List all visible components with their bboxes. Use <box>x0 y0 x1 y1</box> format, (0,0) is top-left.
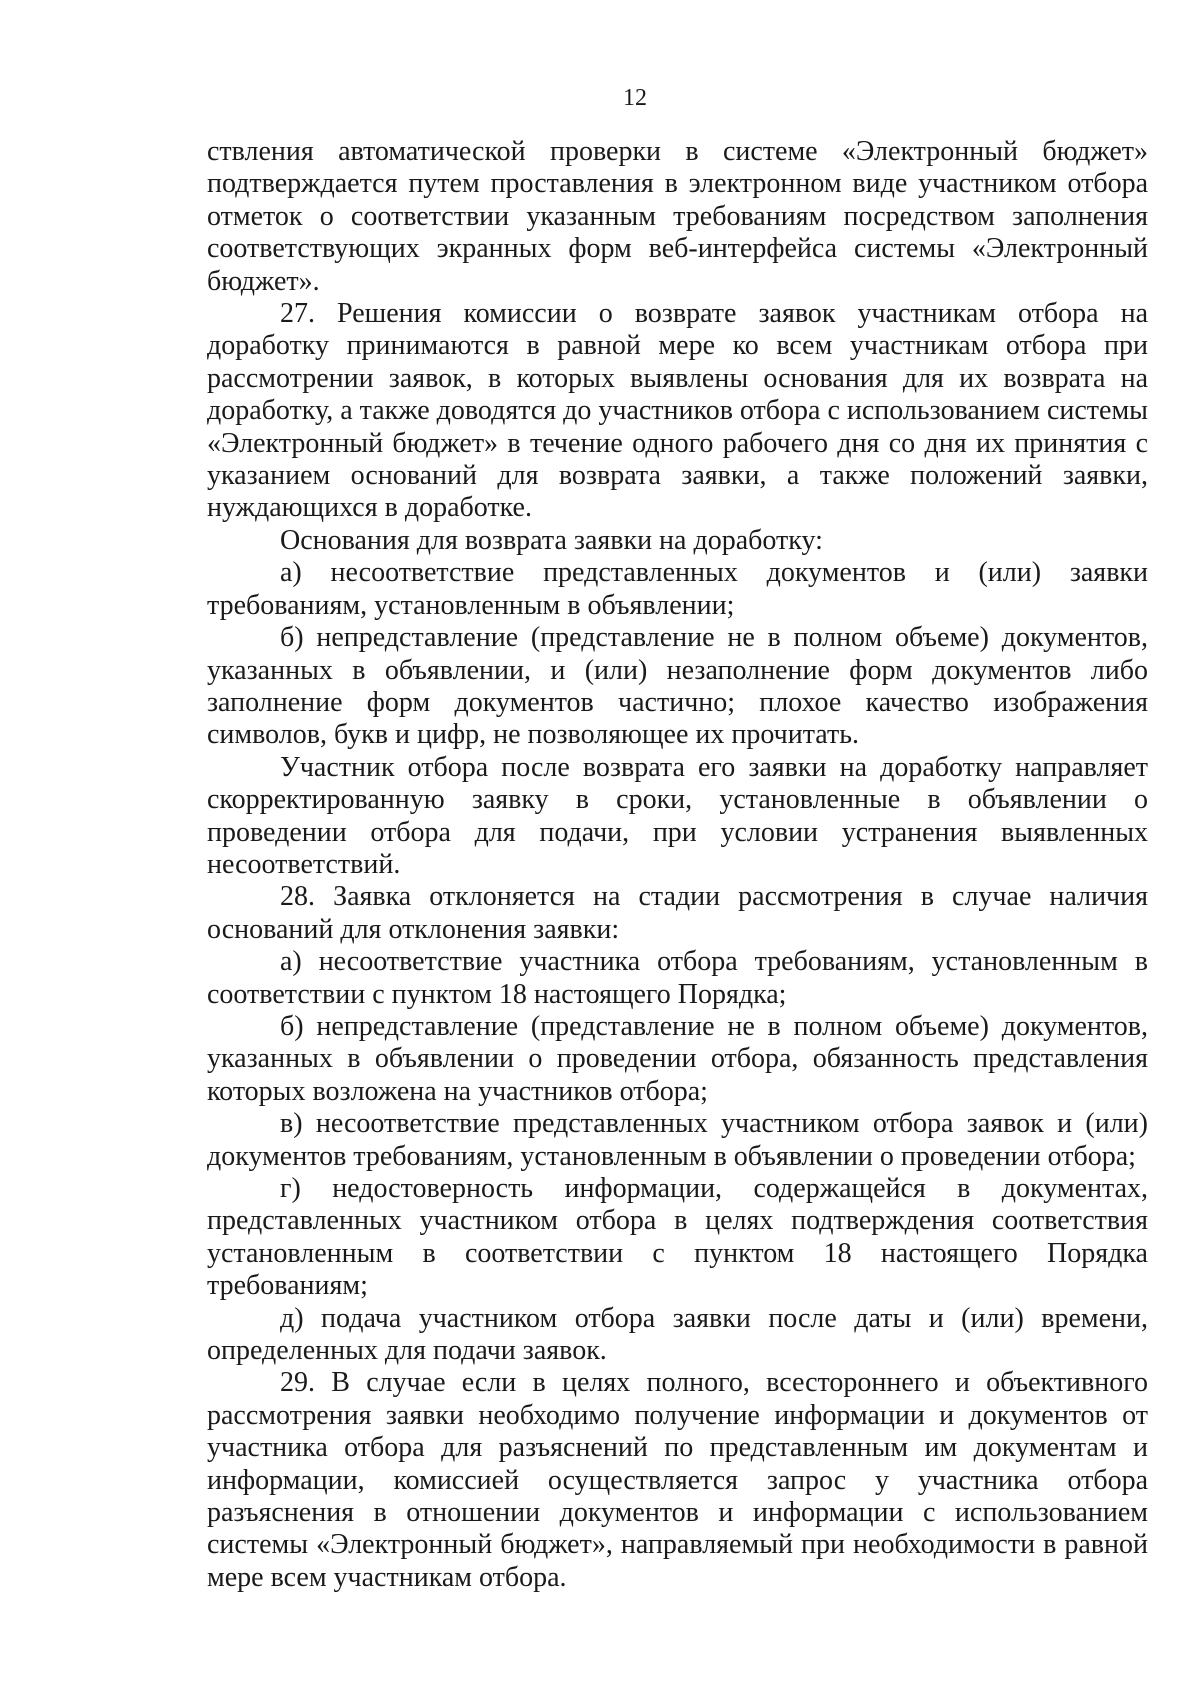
paragraph: а) несоответствие участника отбора требованиям, установленным в соответствии с пунктом 18 настоящего Порядка; <box>207 946 1148 1010</box>
paragraph: в) несоответствие представленных участником отбора заявок и (или) документов требованиям, установленным в объявлении о проведении отбора; <box>207 1108 1148 1172</box>
paragraph: 27. Решения комиссии о возврате заявок участникам отбора на доработку принимаются в равной мере ко всем участникам отбора при рассмотрении заявок, в которых выявлены основания для их возврата на доработку, а также доводятся до участников отбора с использованием системы «Электронный бюджет» в течение одного рабочего дня со дня их принятия с указанием оснований для возврата заявки, а также положений заявки, нуждающихся в доработке. <box>207 298 1148 524</box>
paragraph: Участник отбора после возврата его заявки на доработку направляет скорректированную заявку в сроки, установленные в объявлении о проведении отбора для подачи, при условии устранения выявленных несоответствий. <box>207 751 1148 880</box>
paragraph: ствления автоматической проверки в системе «Электронный бюджет» подтверждается путем проставления в электронном виде участником отбора отметок о соответствии указанным требованиям посредством заполнения соответствующих экранных форм веб-интерфейса системы «Электронный бюджет». <box>207 136 1148 297</box>
paragraph: 28. Заявка отклоняется на стадии рассмотрения в случае наличия оснований для отклонения заявки: <box>207 881 1148 945</box>
paragraph: Основания для возврата заявки на доработку: <box>280 524 823 556</box>
paragraph: 29. В случае если в целях полного, всестороннего и объективного рассмотрения заявки необходимо получение информации и документов от участника отбора для разъяснений по представленным им документам и информации, комиссией осуществляется запрос у участника отбора разъяснения в отношении документов и информации с использованием системы «Электронный бюджет», направляемый при необходимости в равной мере всем участникам отбора. <box>207 1367 1148 1593</box>
paragraph: а) несоответствие представленных документов и (или) заявки требованиям, установленным в объявлении; <box>207 557 1148 621</box>
paragraph: б) непредставление (представление не в полном объеме) документов, указанных в объявлении о проведении отбора, обязанность представления которых возложена на участников отбора; <box>207 1010 1148 1107</box>
paragraph: г) недостоверность информации, содержащейся в документах, представленных участником отбора в целях подтверждения соответствия установленным в соответствии с пунктом 18 настоящего Порядка требованиям; <box>207 1173 1148 1302</box>
paragraph: б) непредставление (представление не в полном объеме) документов, указанных в объявлении, и (или) незаполнение форм документов либо заполнение форм документов частично; плохое качество изображения символов, букв и цифр, не позволяющее их прочитать. <box>207 622 1148 751</box>
page-number: 12 <box>623 85 647 111</box>
document-body <box>207 136 1148 1594</box>
paragraph: д) подача участником отбора заявки после даты и (или) времени, определенных для подачи заявок. <box>207 1302 1148 1367</box>
